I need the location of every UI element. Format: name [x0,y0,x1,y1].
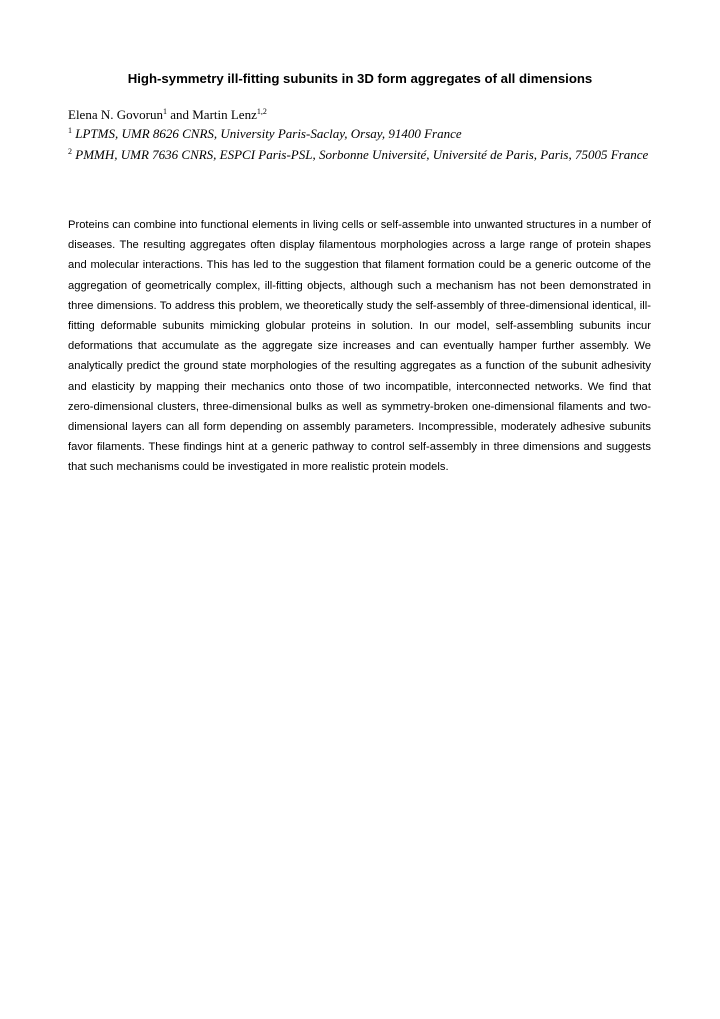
author-name: Elena N. Govorun [68,107,163,122]
author-joiner: and [166,107,193,122]
affiliation-text: LPTMS, UMR 8626 CNRS, University Paris-Saclay, Orsay, 91400 France [72,126,462,141]
affiliation-number: 1 [68,126,72,135]
abstract-text: Proteins can combine into functional elements in living cells or self-assemble into unwanted structures in a number of diseases. The resulting aggregates often display filamentous morphologies across a large range of protein shapes and molecular interactions. This has led to the suggestion that filament formation could be a generic outcome of the aggregation of geometrically complex, ill-fitting objects, although such a mechanism has not been demonstrated in three dimensions. To address this problem, we theoretically study the self-assembly of three-dimensional identical, ill-fitting deformable subunits mimicking globular proteins in solution. In our model, self-assembling subunits incur deformations that accumulate as the aggregate size increases and can eventually hamper further assembly. We analytically predict the ground state morphologies of the resulting aggregates as a function of the subunit adhesivity and elasticity by mapping their mechanics onto those of two incompatible, interconnected networks. We find that zero-dimensional clusters, three-dimensional bulks as well as symmetry-broken one-dimensional filaments and two-dimensional layers can all form depending on assembly parameters. Incompressible, moderately adhesive subunits favor filaments. These findings hint at a generic pathway to control self-assembly in three dimensions and suggests that such mechanisms could be investigated in more realistic protein models. [68,219,651,474]
affiliation-number: 2 [68,147,72,156]
affiliation [68,145,658,165]
paper-title: High-symmetry ill-fitting subunits in 3D form aggregates of all dimensions [127,71,593,86]
author-name: Martin Lenz [192,107,257,122]
author-affiliation-marker: 1,2 [256,107,267,116]
author-affiliation-marker: 1 [162,107,167,116]
affiliation [68,124,658,144]
affiliation-text: PMMH, UMR 7636 CNRS, ESPCI Paris-PSL, Sorbonne Université, Université de Paris, Paris, 75005 France [72,147,649,162]
author-list [68,105,658,125]
